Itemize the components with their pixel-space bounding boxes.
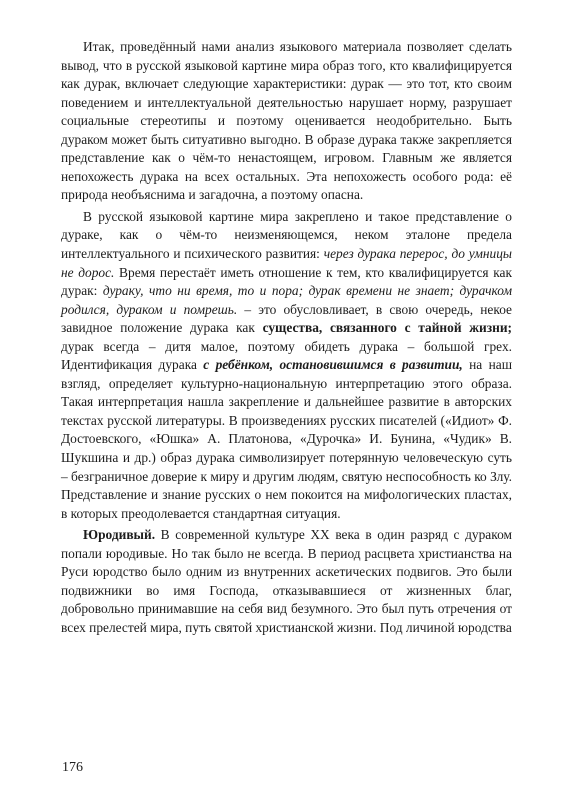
bold-italic-phrase: с ребёнком, остановившимся в развитии,	[203, 357, 463, 373]
paragraph-text: В русской языковой картине мира закреплено и такое представление о дураке, как о чём-то неизменяющемся, неком эталоне предела интеллектуального и психического развития:	[61, 208, 512, 262]
paragraph-text: – это обусловливает, в свою очередь, некое завидное положение дурака как	[61, 301, 512, 336]
italic-proverb: через дурака перерос, до умницы не дорос.	[61, 246, 512, 280]
italic-proverb: дураку, что ни время, то и пора; дурак времени не знает; дурачком родился, дураком и помрешь.	[61, 283, 512, 317]
section-term-heading: Юродивый.	[83, 527, 156, 543]
page-number: 176	[62, 760, 83, 775]
paragraph-text: Итак, проведённый нами анализ языкового материала позволяет сделать вывод, что в русской языковой картине мира образ того, кто квалифицируется как дурак, включает следующие характеристики: дурак — это тот, кто своим поведением и интеллектуальной деятельностью нарушает норму, разрушает социальные стереотипы и поэтому оценивается неодобрительно. Быть дураком может быть ситуативно выгодно. В образе дурака также закрепляется представление как о чём-то ненастоящем, игровом. Главным же является непохожесть дурака на всех остальных. Эта непохожесть особого рода: её природа необъяснима и загадочна, а поэтому опасна.	[61, 39, 512, 203]
paragraph-fool-image	[61, 208, 512, 523]
paragraph-holy-fool	[61, 526, 512, 637]
paragraph-text: В современной культуре XX века в один разряд с дураком попали юродивые. Но так было не всегда. В период расцвета христианства на Руси юродство было одним из внутренних аскетических подвигов. Это были подвижники во имя Господа, отказывавшиеся от жизненных благ, добровольно принимавшие на себя вид безумного. Это был путь отречения от всех прелестей мира, путь святой христианской жизни. Под личиной юродства	[61, 527, 512, 635]
book-page-text	[61, 38, 512, 638]
paragraph-text: дурак всегда – дитя малое, поэтому обидеть дурака – большой грех. Идентификация дурака	[61, 338, 512, 373]
paragraph-text: на наш взгляд, определяет культурно-национальную интерпретацию этого образа. Такая интерпретация нашла закрепление и дальнейшее развитие в авторских текстах русской литературы. В произведениях русских писателей («Идиот» Ф. Достоевского, «Юшка» А. Платонова, «Дурочка» И. Бунина, «Чудик» В. Шукшина и др.) образ дурака символизирует потерянную человеческую суть – безграничное доверие к миру и другим людям, святую неспособность ко Злу. Представление и знание русских о нем покоится на мифологических пластах, в которых преодолевается стандартная ситуация.	[61, 357, 513, 521]
paragraph-text: Время перестаёт иметь отношение к тем, кто квалифицируется как дурак:	[61, 264, 513, 299]
bold-phrase: существа, связанного с тайной жизни;	[262, 320, 512, 336]
paragraph-conclusion	[61, 38, 512, 205]
